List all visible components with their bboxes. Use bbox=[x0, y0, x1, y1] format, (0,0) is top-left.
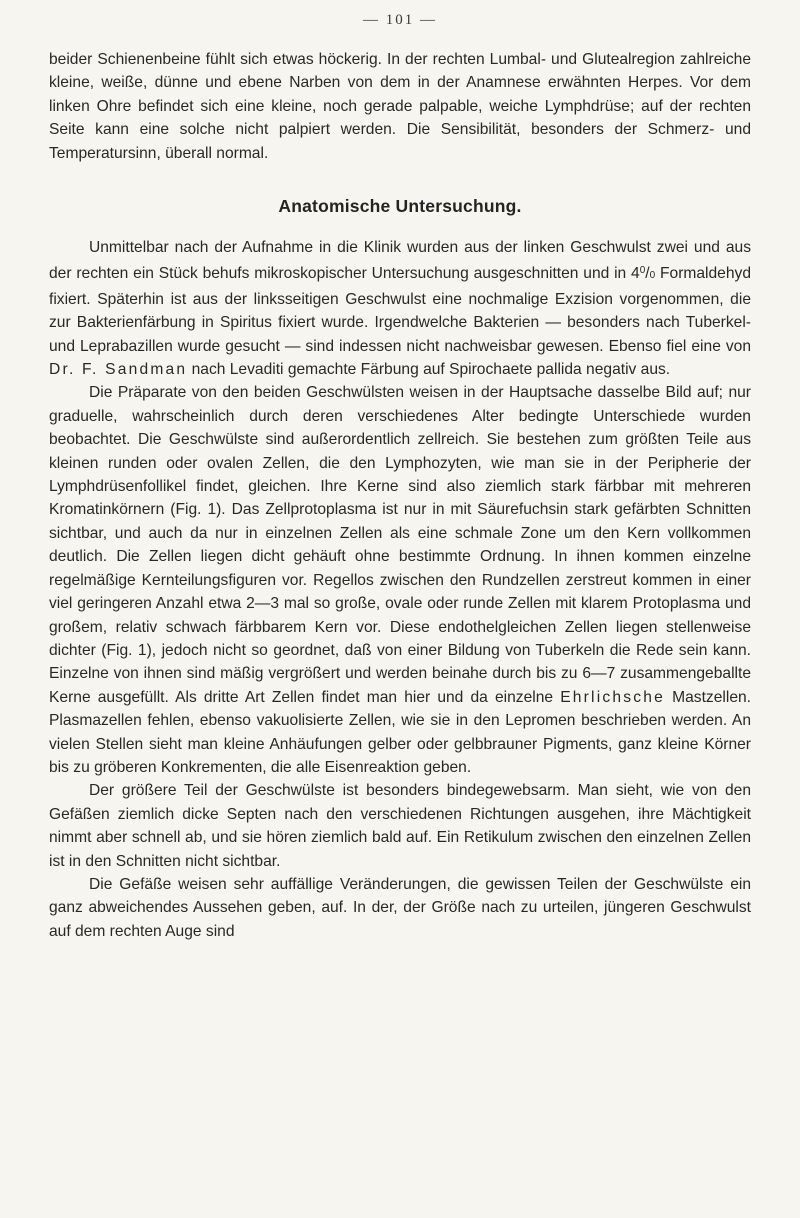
percent-sign-bottom: 0 bbox=[649, 270, 656, 282]
page-number: — 101 — bbox=[363, 12, 437, 28]
section-body bbox=[49, 236, 751, 943]
paragraph-1-part-b: Formaldehyd fixiert. Späterhin ist aus der linksseitigen Geschwulst eine nochmalige Exzision vorgenommen, die zur Bakterienfärbung in Spiritus fixiert wurde. Irgendwelche Bakterien — besonders nach Tuberkel- und Leprabazillen wurde gesucht — sind indessen nicht nachweisbar gewesen. Ebenso fiel eine von bbox=[49, 265, 751, 355]
author-name: Dr. F. Sandman bbox=[49, 361, 188, 379]
paragraph-4: Die Gefäße weisen sehr auffällige Veränderungen, die gewissen Teilen der Geschwülste ein ganz abweichendes Aussehen geben, auf. In der, der Größe nach zu urteilen, jüngeren Geschwulst auf dem rechten Auge sind bbox=[49, 875, 751, 940]
paragraph-2-part-b: Mastzellen. Plasmazellen fehlen, ebenso vakuolisierte Zellen, wie sie in den Lepromen beschrieben werden. An vielen Stellen sieht man kleine Anhäufungen gelber oder gelbbrauner Pigments, ganz kleine Körner bis zu gröberen Konkrementen, die alle Eisenreaktion geben. bbox=[49, 688, 751, 776]
percent-sign-top: 0 bbox=[639, 265, 646, 277]
intro-text bbox=[49, 48, 751, 165]
ehrlich-name: Ehrlichsche bbox=[560, 688, 665, 706]
paragraph-1-part-a: Unmittelbar nach der Aufnahme in die Klinik wurden aus der linken Geschwulst zwei und aus der rechten ein Stück behufs mikroskopischer Untersuchung ausgeschnitten und in 4 bbox=[49, 239, 751, 283]
paragraph-1-part-c: nach Levaditi gemachte Färbung auf Spirochaete pallida negativ aus. bbox=[187, 361, 671, 379]
section-heading: Anatomische Untersuchung. bbox=[278, 196, 522, 216]
paragraph-1 bbox=[49, 236, 751, 381]
intro-paragraph: beider Schienenbeine fühlt sich etwas höckerig. In der rechten Lumbal- und Glutealregion zahlreiche kleine, weiße, dünne und ebene Narben von dem in der Anamnese erwähnten Herpes. Vor dem linken Ohre befindet sich eine kleine, noch gerade palpable, weiche Lymphdrüse; auf der rechten Seite kann eine solche nicht palpiert werden. Die Sensibilität, besonders der Schmerz- und Temperatursinn, überall normal. bbox=[49, 51, 751, 162]
paragraph-2 bbox=[49, 381, 751, 779]
paragraph-3: Der größere Teil der Geschwülste ist besonders bindegewebsarm. Man sieht, wie von den Gefäßen ziemlich dicke Septen nach den verschiedenen Richtungen ausgehen, ihre Mächtigkeit nimmt aber schnell ab, und sie hören ziemlich bald auf. Ein Retikulum zwischen den einzelnen Zellen ist in den Schnitten nicht sichtbar. bbox=[49, 782, 751, 870]
percent-slash: / bbox=[645, 265, 650, 283]
paragraph-2-part-a: Die Präparate von den beiden Geschwülsten weisen in der Hauptsache dasselbe Bild auf; nur graduelle, wahrscheinlich durch deren verschiedenes Alter bedingte Unterschiede wurden beobachtet. Die Geschwülste sind außerordentlich zellreich. Sie bestehen zum größten Teile aus kleinen runden oder ovalen Zellen, die den Lymphozyten, wie man sie in der Peripherie der Lymphdrüsenfollikel findet, gleichen. Ihre Kerne sind also ziemlich stark färbbar mit mehreren Kromatinkörnern (Fig. 1). Das Zellprotoplasma ist nur in mit Säurefuchsin stark gefärbten Schnitten sichtbar, und auch da nur in einzelnen Zellen als eine schmale Zone um den Kern vollkommen deutlich. Die Zellen liegen dicht gehäuft ohne bestimmte Ordnung. In ihnen kommen einzelne regelmäßige Kernteilungsfiguren vor. Regellos zwischen den Rundzellen zerstreut kommen in einer viel geringeren Anzahl etwa 2—3 mal so große, ovale oder runde Zellen mit klarem Protoplasma und großem, relativ schwach färbbarem Kern vor. Diese endothelgleichen Zellen liegen stellenweise dichter (Fig. 1), jedoch nicht so geordnet, daß von einer Bildung von Tuberkeln die Rede sein kann. Einzelne von ihnen sind mäßig vergrößert und werden beinahe durch bis zu 6—7 zusammengeballte Kerne ausgefüllt. Als dritte Art Zellen findet man hier und da einzelne bbox=[49, 384, 751, 706]
